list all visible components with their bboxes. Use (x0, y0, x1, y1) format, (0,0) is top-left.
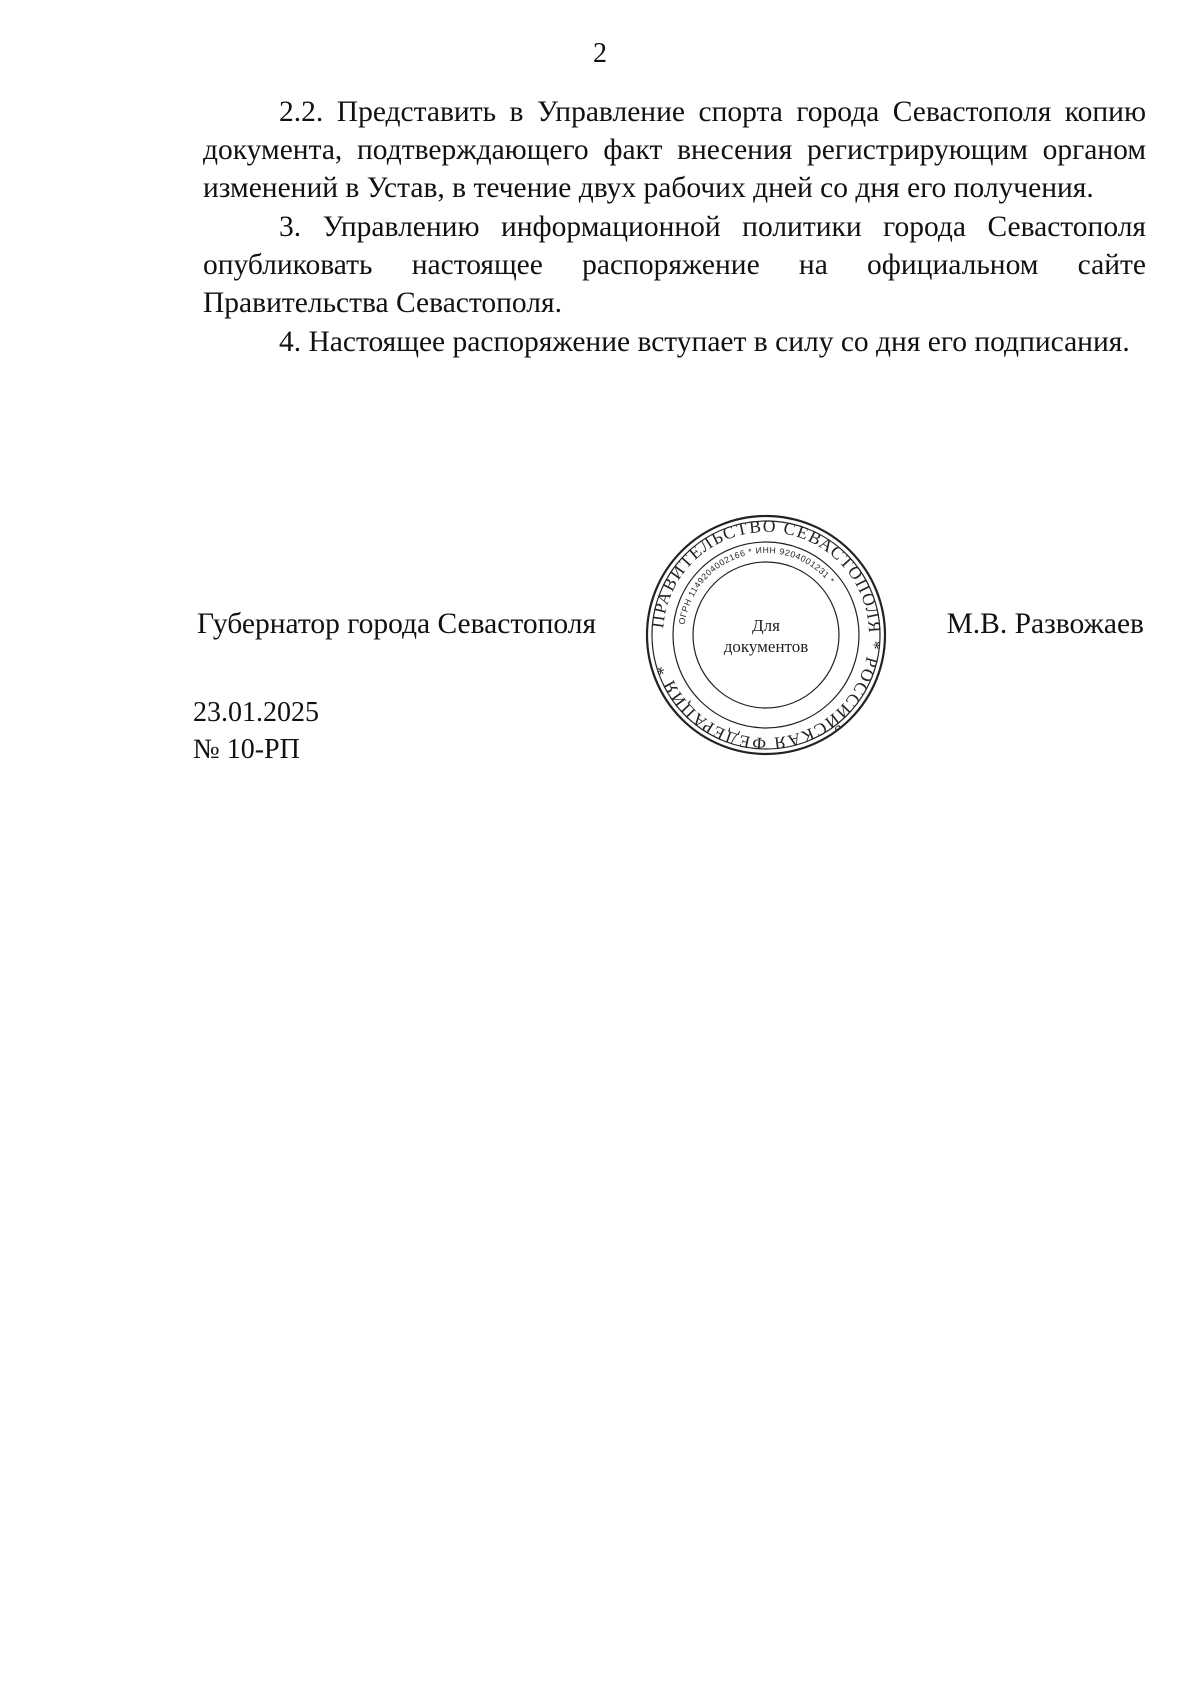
signatory-title: Губернатор города Севастополя (197, 608, 597, 640)
paragraph-4: 4. Настоящее распоряжение вступает в силу со дня его подписания. (279, 326, 1130, 358)
page-number: 2 (593, 38, 607, 69)
paragraph-2-2: 2.2. Представить в Управление спорта города Севастополя копию документа, подтверждающего факт внесения регистрирующим органом изменений в Устав, в течение двух рабочих дней со дня его получения. (203, 96, 1146, 204)
seal-center-line-1: Для (752, 616, 780, 635)
document-number: № 10-РП (193, 734, 300, 765)
signatory-name: М.В. Развожаев (946, 608, 1144, 640)
document-date: 23.01.2025 (193, 697, 319, 728)
seal-outer-text: ПРАВИТЕЛЬСТВО СЕВАСТОПОЛЯ * РОССИЙСКАЯ ФЕДЕРАЦИЯ * (647, 515, 886, 755)
seal-inner-ring-text: ОГРН 1149204002166 * ИНН 9204001231 * (676, 544, 837, 626)
official-seal (645, 514, 887, 756)
seal-center-line-2: документов (723, 637, 809, 656)
paragraph-3: 3. Управлению информационной политики города Севастополя опубликовать настоящее распоряжение на официальном сайте Правительства Севастополя. (203, 211, 1146, 319)
document-body (203, 93, 1146, 362)
